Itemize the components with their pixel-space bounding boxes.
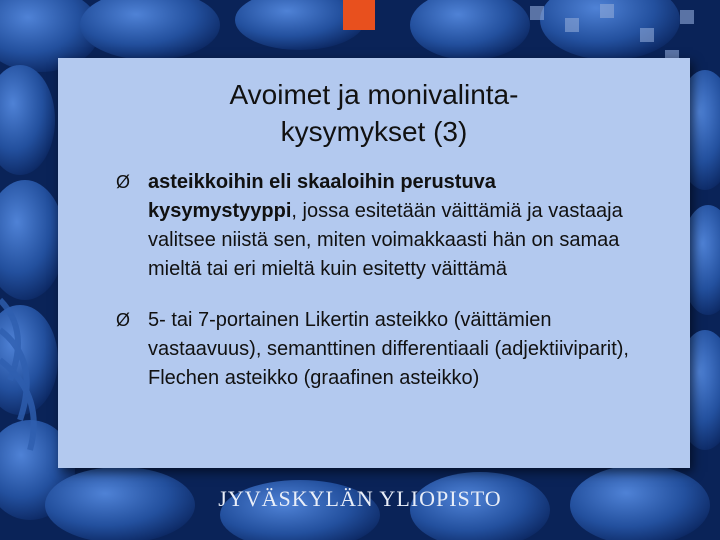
bullet-text: , jossa esitetään väittämiä ja vastaaja valitsee niistä sen, miten voimakkaasti hän on samaa mieltä tai eri mieltä kuin esitetty väittämä <box>148 200 623 280</box>
slide-title <box>58 76 690 150</box>
title-line-1: Avoimet ja monivalinta- <box>229 79 519 110</box>
university-logo-text: JYVÄSKYLÄN YLIOPISTO <box>218 486 502 511</box>
title-line-2: kysymykset (3) <box>280 116 468 147</box>
bullet-text: 5- tai 7-portainen Likertin asteikko (väittämien vastaavuus), semanttinen differentiaali (adjektiiviparit), Flechen asteikko (graafinen asteikko) <box>148 309 629 389</box>
arrow-bullet-icon: Ø <box>116 310 131 330</box>
arrow-bullet-icon: Ø <box>116 172 131 192</box>
bullet-bold-text: asteikkoihin eli skaaloihin perustuva kysymystyyppi <box>148 171 496 222</box>
bullet-list <box>116 168 646 415</box>
bullet-item <box>116 306 646 393</box>
bullet-item <box>116 168 646 284</box>
